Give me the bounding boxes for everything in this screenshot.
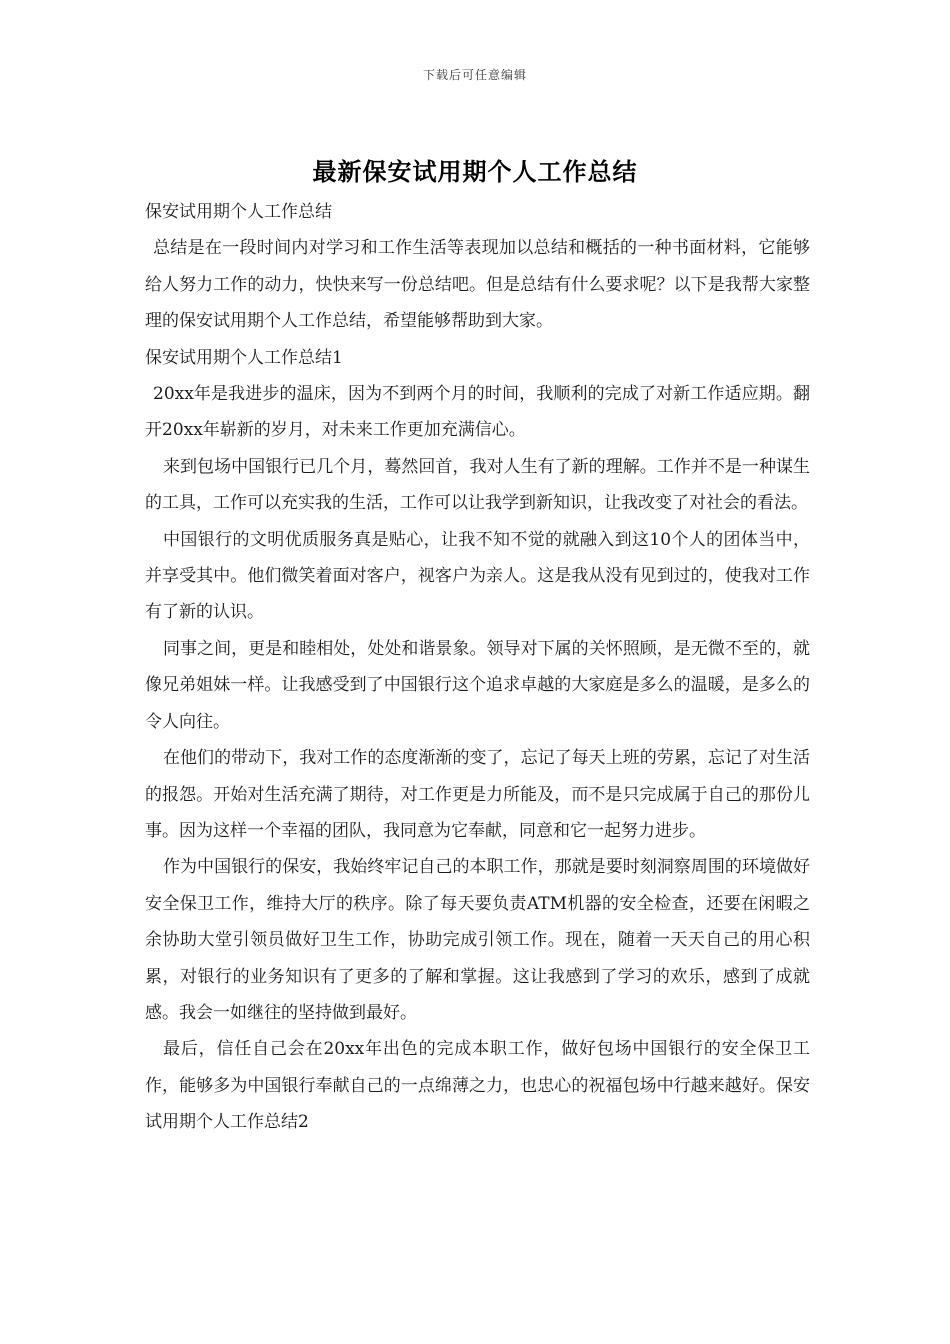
body-paragraph: 20xx年是我进步的温床，因为不到两个月的时间，我顺利的完成了对新工作适应期。翻开20xx年崭新的岁月，对未来工作更加充满信心。	[145, 384, 810, 441]
body-paragraph: 来到包场中国银行已几个月，蓦然回首，我对人生有了新的理解。工作并不是一种谋生的工具，工作可以充实我的生活，工作可以让我学到新知识，让我改变了对社会的看法。	[145, 456, 810, 514]
page-header-note: 下载后可任意编辑	[422, 68, 527, 82]
body-paragraph: 作为中国银行的保安，我始终牢记自己的本职工作，那就是要时刻洞察周围的环境做好安全保卫工作，维持大厅的秩序。除了每天要负责ATM机器的安全检查，还要在闲暇之余协助大堂引领员做好卫生工作，协助完成引领工作。现在，随着一天天自己的用心积累，对银行的业务知识有了更多的了解和掌握。这让我感到了学习的欢乐，感到了成就感。我会一如继往的坚持做到最好。	[145, 857, 810, 1023]
body-paragraph: 同事之间，更是和睦相处，处处和谐景象。领导对下属的关怀照顾，是无微不至的，就像兄弟姐妹一样。让我感受到了中国银行这个追求卓越的大家庭是多么的温暖，是多么的令人向往。	[145, 638, 810, 732]
document-title: 最新保安试用期个人工作总结	[312, 157, 638, 186]
section-heading: 保安试用期个人工作总结	[145, 202, 332, 222]
intro-paragraph: 总结是在一段时间内对学习和工作生活等表现加以总结和概括的一种书面材料，它能够给人努力工作的动力，快快来写一份总结吧。但是总结有什么要求呢？以下是我帮大家整理的保安试用期个人工作总结，希望能够帮助到大家。	[145, 238, 810, 332]
body-paragraph: 最后，信任自己会在20xx年出色的完成本职工作，做好包场中国银行的安全保卫工作，能够多为中国银行奉献自己的一点绵薄之力，也忠心的祝福包场中行越来越好。保安试用期个人工作总结2	[145, 1039, 810, 1133]
section-heading: 保安试用期个人工作总结1	[145, 347, 343, 368]
body-paragraph: 中国银行的文明优质服务真是贴心，让我不知不觉的就融入到这10个人的团体当中，并享受其中。他们微笑着面对客户，视客户为亲人。这是我从没有见到过的，使我对工作有了新的认识。	[145, 529, 810, 623]
body-paragraph: 在他们的带动下，我对工作的态度渐渐的变了，忘记了每天上班的劳累，忘记了对生活的报怨。开始对生活充满了期待，对工作更是力所能及，而不是只完成属于自己的那份儿事。因为这样一个幸福的团队，我同意为它奉献，同意和它一起努力进步。	[145, 748, 810, 841]
document-body	[145, 194, 810, 1141]
